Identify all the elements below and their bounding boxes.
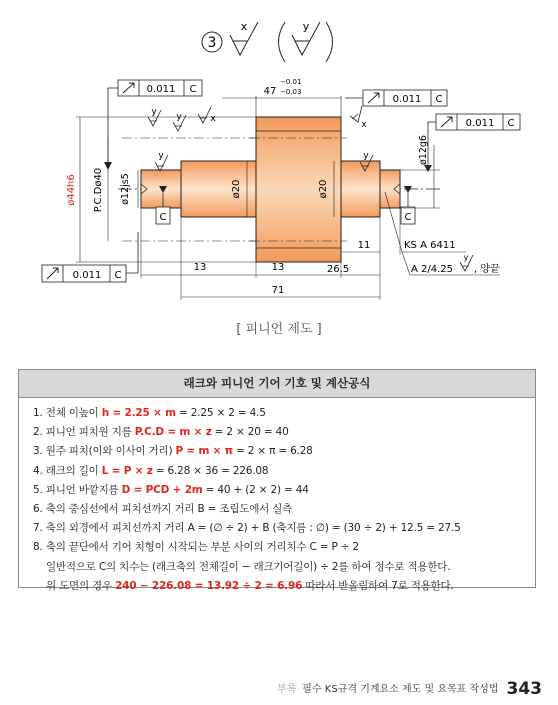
- formula-highlight: D = PCD + 2m: [121, 483, 203, 496]
- dim-13-left: 13: [193, 262, 207, 273]
- formula-result: = 2 × 20 = 40: [211, 426, 289, 439]
- datum-c-left-label: C: [159, 212, 167, 223]
- formula-text: 1. 전체 이높이: [33, 407, 102, 419]
- header-roughness-group: [202, 20, 333, 62]
- footer-title: 필수 KS규격 기계요소 제도 및 요목표 작성법: [302, 684, 499, 695]
- shaft-left-roughness-label: y: [158, 151, 164, 161]
- runout-bottom-left-value: 0.011: [72, 270, 102, 281]
- hub-right: [341, 161, 380, 217]
- formula-text: 5. 피니언 바깥지름: [33, 483, 122, 496]
- runout-top-left-datum: C: [189, 84, 197, 95]
- center-hole-roughness-label: y: [463, 253, 469, 262]
- paren-right-icon: [326, 22, 333, 62]
- dim-hub-right-dia: ø20: [318, 179, 329, 199]
- formula-line: [33, 577, 535, 596]
- formula-list: [19, 398, 535, 596]
- runout-far-right-datum: C: [507, 118, 515, 129]
- dim-47-value: 47: [263, 86, 277, 97]
- dim-11: 11: [357, 240, 371, 251]
- formula-text: 위 도면의 경우: [46, 579, 116, 592]
- formula-text: 4. 래크의 길이: [33, 464, 102, 477]
- dim-71: 71: [271, 285, 285, 296]
- drawing-caption: [ 피니언 제도 ]: [236, 322, 322, 337]
- hub-left: [181, 161, 256, 217]
- flank-roughness-4-icon: [350, 106, 362, 122]
- formula-line: [33, 442, 535, 461]
- runout-frame-bottom-left: [42, 232, 138, 282]
- dim-hub-left-dia: ø20: [231, 179, 242, 199]
- ks-center-hole: KS A 6411: [404, 240, 456, 251]
- formula-text: 7. 축의 외경에서 피치선까지 거리 A = (∅ ÷ 2) + B (축지름 : ∅) = (30 ÷ 2) + 12.5 = 27.5: [33, 522, 461, 535]
- runout-frame-far-right: [424, 114, 520, 172]
- dim-26-5: 26.5: [326, 264, 350, 275]
- center-hole-spec: A 2/4.25: [411, 264, 454, 275]
- dim-shaft-left-dia: ø12js5: [120, 173, 131, 205]
- paren-left-icon: [279, 22, 286, 62]
- runout-top-right-datum: C: [435, 94, 443, 105]
- formula-line: [33, 558, 535, 577]
- roughness-y-label: y: [302, 20, 310, 33]
- formula-result: = 2 × π = 6.28: [232, 445, 313, 458]
- dim-pcd: P.C.Dø40: [93, 167, 104, 213]
- runout-top-right-value: 0.011: [392, 94, 422, 105]
- dim-47-tol-lower: −0.03: [280, 88, 302, 96]
- flank-roughness-3-icon: [198, 107, 211, 123]
- formula-highlight: L = P × z: [101, 464, 153, 477]
- datum-c-right-label: C: [404, 212, 412, 223]
- flank-roughness-1-label: y: [151, 107, 157, 117]
- formula-text: 일반적으로 C의 치수는 (래크축의 전체길이 − 래크기어길이) ÷ 2를 하여 정수로 적용한다.: [46, 560, 451, 573]
- formula-line: [33, 538, 535, 557]
- formula-text: 6. 축의 중심선에서 피치선까지 거리 B = 조립도에서 실측: [33, 503, 293, 516]
- runout-frame-top-left: [104, 80, 202, 170]
- center-hole-callout: [385, 192, 500, 275]
- formula-highlight: 240 − 226.08 = 13.92 ÷ 2 = 6.96: [115, 579, 303, 592]
- roughness-x-label: x: [240, 20, 248, 33]
- formula-table: [18, 369, 536, 592]
- formula-result: 따라서 반올림하여 7로 적용한다.: [302, 579, 454, 592]
- formula-line: [33, 404, 535, 423]
- center-hole-note: , 양끝: [474, 264, 500, 275]
- dim-gear-dia: ø44h6: [66, 174, 77, 206]
- flank-roughness-3-label: x: [210, 114, 216, 124]
- formula-highlight: h = 2.25 × m: [101, 407, 176, 419]
- runout-bottom-left-datum: C: [114, 270, 122, 281]
- formula-text: 2. 피니언 피치원 지름: [33, 426, 135, 439]
- formula-text: 3. 원주 피치(이와 이사이 거리): [33, 445, 176, 458]
- formula-line: [33, 423, 535, 442]
- datum-c-right: [401, 186, 415, 224]
- pinion-drawing: [0, 0, 558, 320]
- page-footer: [277, 679, 542, 699]
- formula-line: [33, 519, 535, 538]
- formula-line: [33, 481, 535, 500]
- header-number: 3: [207, 35, 217, 51]
- runout-far-right-value: 0.011: [465, 118, 495, 129]
- page-number: 343: [506, 679, 542, 699]
- dim-47: [222, 78, 341, 117]
- runout-top-left-value: 0.011: [146, 84, 176, 95]
- flank-roughness-2-label: y: [176, 112, 182, 122]
- formula-table-title: 래크와 피니언 기어 기호 및 계산공식: [19, 370, 535, 398]
- formula-result: = 2.25 × 2 = 4.5: [175, 407, 266, 419]
- formula-result: = 40 + (2 × 2) = 44: [202, 483, 309, 496]
- flank-roughness-4-label: x: [361, 120, 367, 130]
- shaft-right-roughness-label: y: [363, 151, 369, 161]
- formula-line: [33, 462, 535, 481]
- formula-line: [33, 500, 535, 519]
- dim-47-tol-upper: −0.01: [280, 78, 302, 86]
- shaft-right: [380, 170, 400, 208]
- dim-13-right: 13: [271, 262, 285, 273]
- formula-highlight: P.C.D = m × z: [134, 426, 212, 439]
- footer-section: 부록: [276, 684, 297, 695]
- formula-highlight: P = m × π: [175, 445, 233, 458]
- formula-text: 8. 축의 끝단에서 기어 치형이 시작되는 부분 사이의 거리치수 C = P ÷ 2: [33, 541, 359, 554]
- dim-shaft-right-dia: ø12g6: [418, 135, 429, 165]
- runout-frame-top-right: [345, 90, 447, 106]
- formula-result: = 6.28 × 36 = 226.08: [152, 464, 269, 477]
